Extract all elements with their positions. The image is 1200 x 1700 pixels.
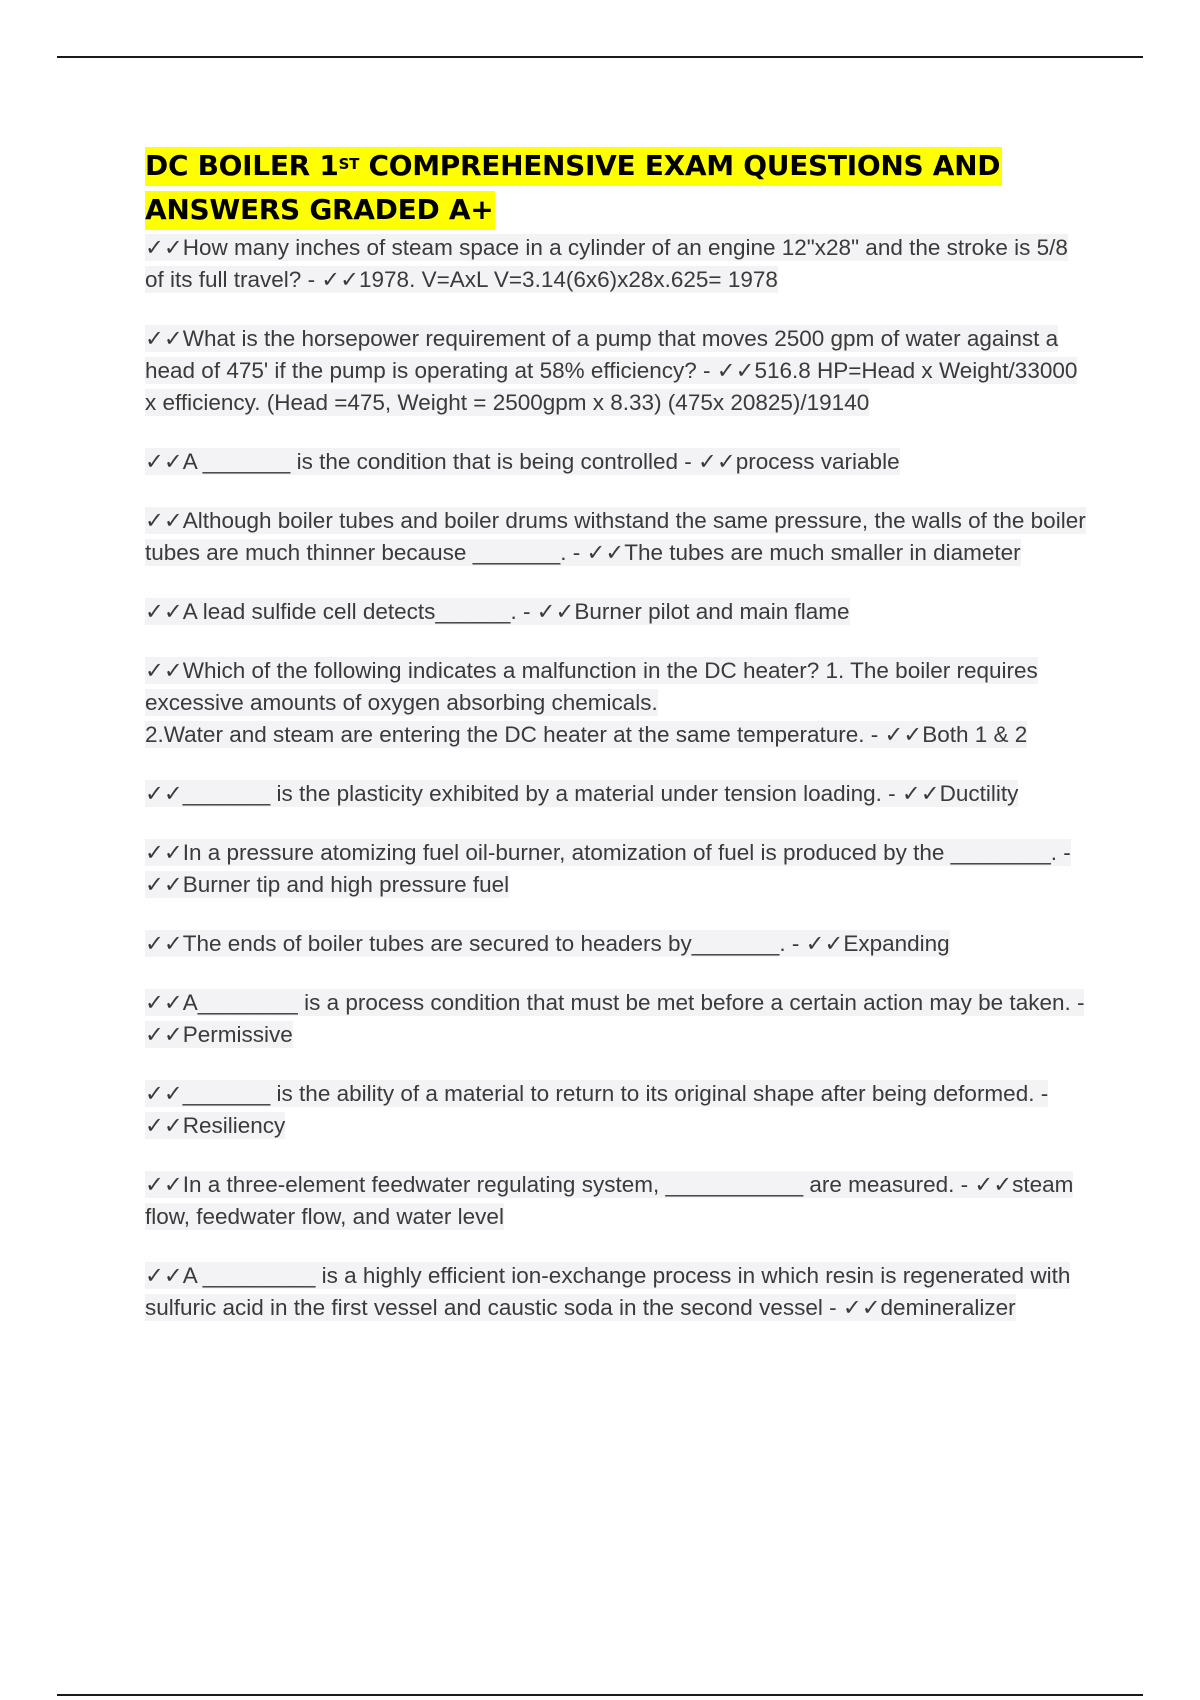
qa-text: ✓✓_______ is the plasticity exhibited by a material under tension loading. - ✓✓Ductility (145, 781, 1019, 806)
qa-text: ✓✓_______ is the ability of a material to return to its original shape after being deformed. - ✓✓Resiliency (145, 1081, 1049, 1138)
qa-text: ✓✓A________ is a process condition that must be met before a certain action may be taken. - ✓✓Permissive (145, 990, 1085, 1047)
qa-item (145, 1078, 1090, 1142)
qa-item (145, 778, 1090, 810)
qa-text: ✓✓Which of the following indicates a malfunction in the DC heater? 1. The boiler requires excessive amounts of oxygen absorbing chemicals. 2.Water and steam are entering the DC heater at the same temperature. - ✓✓Both 1 & 2 (145, 658, 1038, 747)
title-superscript: ST (338, 155, 359, 173)
title-highlight (145, 147, 1002, 230)
qa-item (145, 928, 1090, 960)
title-part-1: DC BOILER 1 (145, 149, 339, 182)
qa-text: ✓✓In a pressure atomizing fuel oil-burner, atomization of fuel is produced by the ________. - ✓✓Burner tip and high pressure fuel (145, 840, 1071, 897)
title-part-2: COMPREHENSIVE EXAM QUESTIONS AND ANSWERS GRADED A+ (145, 149, 1001, 226)
qa-item (145, 323, 1090, 419)
qa-item (145, 446, 1090, 478)
qa-item (145, 1260, 1090, 1324)
qa-text: ✓✓A _________ is a highly efficient ion-exchange process in which resin is regenerated with sulfuric acid in the first vessel and caustic soda in the second vessel - ✓✓demineralizer (145, 1263, 1071, 1320)
qa-text: ✓✓What is the horsepower requirement of a pump that moves 2500 gpm of water against a head of 475' if the pump is operating at 58% efficiency? - ✓✓516.8 HP=Head x Weight/33000 x efficiency. (Head =475, Weight = 2500gpm x 8.33) (475x 20825)/19140 (145, 326, 1078, 415)
qa-item (145, 232, 1090, 296)
bottom-rule (57, 1694, 1143, 1696)
document-body (145, 144, 1090, 1351)
qa-text: ✓✓A lead sulfide cell detects______. - ✓✓Burner pilot and main flame (145, 599, 850, 624)
qa-text: ✓✓How many inches of steam space in a cylinder of an engine 12"x28" and the stroke is 5/8 of its full travel? - ✓✓1978. V=AxL V=3.14(6x6)x28x.625= 1978 (145, 235, 1068, 292)
qa-item (145, 655, 1090, 751)
qa-text: ✓✓In a three-element feedwater regulating system, ___________ are measured. - ✓✓steam flow, feedwater flow, and water level (145, 1172, 1074, 1229)
qa-item (145, 1169, 1090, 1233)
top-rule (57, 56, 1143, 58)
qa-item (145, 505, 1090, 569)
document-title (145, 144, 1090, 232)
qa-item (145, 596, 1090, 628)
qa-text: ✓✓A _______ is the condition that is being controlled - ✓✓process variable (145, 449, 900, 474)
qa-item (145, 837, 1090, 901)
qa-list (145, 232, 1090, 1324)
qa-text: ✓✓Although boiler tubes and boiler drums withstand the same pressure, the walls of the boiler tubes are much thinner because _______. - ✓✓The tubes are much smaller in diameter (145, 508, 1086, 565)
qa-item (145, 987, 1090, 1051)
qa-text: ✓✓The ends of boiler tubes are secured to headers by_______. - ✓✓Expanding (145, 931, 950, 956)
